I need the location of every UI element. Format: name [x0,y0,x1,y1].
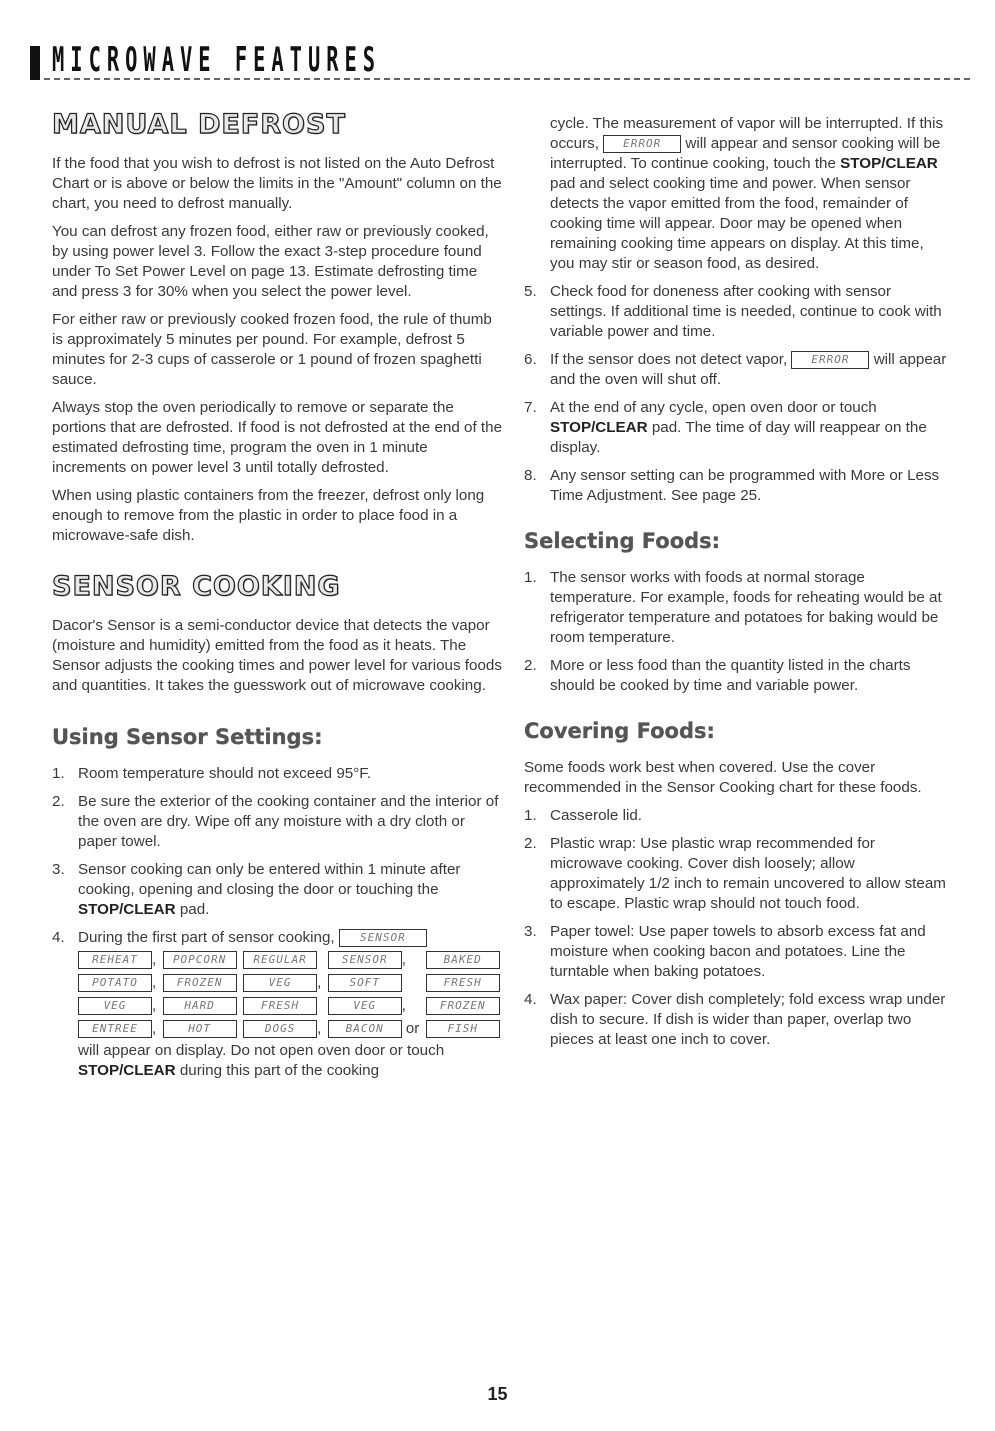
right-column [524,114,950,1058]
list-item [52,860,502,920]
item-text: pad and select cooking time and power. When sensor detects the vapor emitted from the food, remainder of cooking time will appear. Door may be opened when remaining cooking time appears on display. At this time, you may stir or season food, as desired. [550,175,924,272]
item-text: during this part of the cooking [175,1062,380,1079]
list-item [524,990,950,1050]
display-readout: VEG [78,997,152,1015]
manual-defrost-heading: MANUAL DEFROST [52,109,346,140]
left-column [52,110,502,1089]
item-number: 8. [524,467,537,484]
display-error: ERROR [791,351,869,369]
item-number: 2. [52,793,65,810]
item-number: 1. [52,765,65,782]
display-readout: REHEAT [78,951,152,969]
or-text: or [405,1020,420,1037]
stop-clear-label: STOP/CLEAR [78,1062,176,1079]
display-readout: FISH [426,1020,500,1038]
list-item [524,282,950,342]
continued-paragraph [524,114,950,274]
selecting-foods-list [524,568,950,696]
display-readouts: REHEAT , POPCORN REGULAR SENSOR , BAKED POTATO , FROZEN VEG , SOFT FRESH VEG , HARD FRESH VEG , FROZEN ENTREE , HOT DOGS , BACON or FISH [78,950,502,1039]
item-text: cycle. The measurement of vapor will be interrupted. If this occurs, [550,115,944,152]
item-number: 4. [524,991,537,1008]
manual-defrost-paragraph: When using plastic containers from the freezer, defrost only long enough to remove from the plastic in order to place food in a microwave-safe dish. [52,487,485,544]
item-text: If the sensor does not detect vapor, [550,351,792,368]
display-readout: REGULAR [243,951,317,969]
item-text: pad. [175,901,210,918]
item-text: Paper towel: Use paper towels to absorb excess fat and moisture when cooking bacon and potatoes. Line the turntable when baking potatoes. [550,923,926,980]
selecting-foods-heading: Selecting Foods: [524,529,721,553]
display-readout: FRESH [426,974,500,992]
item-text: will appear and the oven will shut off. [550,351,947,388]
display-readout: HARD [163,997,237,1015]
display-readout: SOFT [328,974,402,992]
item-number: 3. [524,923,537,940]
item-text: will appear on display. Do not open oven door or touch [78,1042,445,1059]
stop-clear-label: STOP/CLEAR [78,901,176,918]
item-text: Any sensor setting can be programmed with More or Less Time Adjustment. See page 25. [550,467,940,504]
list-item [52,928,502,1081]
page-header [30,38,970,80]
display-readout: VEG [328,997,402,1015]
item-text: Room temperature should not exceed 95°F. [78,765,372,782]
manual-defrost-paragraph: You can defrost any frozen food, either raw or previously cooked, by using power level 3. Follow the exact 3-step procedure found under To Set Power Level on page 13. Estimate defrosting time and press 3 for 30% when you select the power level. [52,223,489,300]
display-sensor: SENSOR [339,929,427,947]
header-rule [44,78,970,80]
display-readout: FROZEN [163,974,237,992]
display-readout: BAKED [426,951,500,969]
using-sensor-heading: Using Sensor Settings: [52,725,323,749]
item-number: 5. [524,283,537,300]
item-text: Wax paper: Cover dish completely; fold excess wrap under dish to secure. If dish is wider than paper, overlap two pieces at least one inch to cover. [550,991,946,1048]
item-text: Plastic wrap: Use plastic wrap recommended for microwave cooking. Cover dish loosely; allow approximately 1/2 inch to remain uncovered to allow steam to escape. Plastic wrap should not touch food. [550,835,946,912]
list-item [524,806,950,826]
item-text: Be sure the exterior of the cooking container and the interior of the oven are dry. Wipe off any moisture with a dry cloth or paper towel. [78,793,499,850]
item-text: Sensor cooking can only be entered within 1 minute after cooking, opening and closing the door or touching the [78,861,461,898]
display-readout: POPCORN [163,951,237,969]
display-readout: BACON [328,1020,402,1038]
item-number: 3. [52,861,65,878]
covering-foods-list [524,806,950,1050]
item-text: pad. The time of day will reappear on the display. [550,419,927,456]
item-text: The sensor works with foods at normal storage temperature. For example, foods for reheating would be at refrigerator temperature and potatoes for baking would be room temperature. [550,569,942,646]
list-item [524,568,950,648]
display-readout: FROZEN [426,997,500,1015]
display-readout: DOGS [243,1020,317,1038]
using-sensor-list [52,764,502,1081]
sensor-cooking-paragraph: Dacor's Sensor is a semi-conductor device that detects the vapor (moisture and humidity) emitted from the food as it heats. The Sensor adjusts the cooking times and power level for various foods and quantities. It takes the guesswork out of microwave cooking. [52,617,502,694]
list-item [524,466,950,506]
covering-foods-heading: Covering Foods: [524,719,715,743]
item-text: During the first part of sensor cooking, [78,929,339,946]
list-item [52,792,502,852]
display-readout: ENTREE [78,1020,152,1038]
item-number: 2. [524,657,537,674]
display-readout: POTATO [78,974,152,992]
display-readout: VEG [243,974,317,992]
display-error: ERROR [603,135,681,153]
list-item [524,350,950,390]
item-text: Casserole lid. [550,807,643,824]
item-number: 6. [524,351,537,368]
item-number: 4. [52,929,65,946]
page-number: 15 [487,1384,508,1404]
stop-clear-label: STOP/CLEAR [840,155,938,172]
manual-defrost-paragraph: If the food that you wish to defrost is not listed on the Auto Defrost Chart or is above or below the limits in the "Amount" column on the chart, you need to defrost manually. [52,155,502,212]
manual-defrost-paragraph: Always stop the oven periodically to remove or separate the portions that are defrosted. If food is not defrosted at the end of the estimated defrosting time, program the oven in 1 minute increments on power level 3 until totally defrosted. [52,399,503,476]
item-number: 1. [524,569,537,586]
list-item [524,398,950,458]
item-number: 2. [524,835,537,852]
display-readout: SENSOR [328,951,402,969]
item-text: More or less food than the quantity listed in the charts should be cooked by time and variable power. [550,657,911,694]
manual-defrost-paragraph: For either raw or previously cooked frozen food, the rule of thumb is approximately 5 minutes per pound. For example, defrost 5 minutes for 2-3 cups of casserole or 1 pound of frozen spaghetti sauce. [52,311,492,388]
item-number: 1. [524,807,537,824]
item-number: 7. [524,399,537,416]
sensor-cooking-heading: SENSOR COOKING [52,571,341,602]
display-readout: HOT [163,1020,237,1038]
item-text: will appear and sensor cooking will be interrupted. To continue cooking, touch the [550,135,941,172]
list-item [524,656,950,696]
covering-intro: Some foods work best when covered. Use the cover recommended in the Sensor Cooking chart for these foods. [524,759,922,796]
list-item [524,922,950,982]
display-readout: FRESH [243,997,317,1015]
list-item [524,834,950,914]
list-item [52,764,502,784]
stop-clear-label: STOP/CLEAR [550,419,648,436]
sensor-steps-list [524,282,950,506]
section-title: MICROWAVE FEATURES [52,40,382,80]
item-text: At the end of any cycle, open oven door or touch [550,399,877,416]
header-bar [30,46,40,80]
item-text: Check food for doneness after cooking with sensor settings. If additional time is needed, continue to cook with variable power and time. [550,283,942,340]
